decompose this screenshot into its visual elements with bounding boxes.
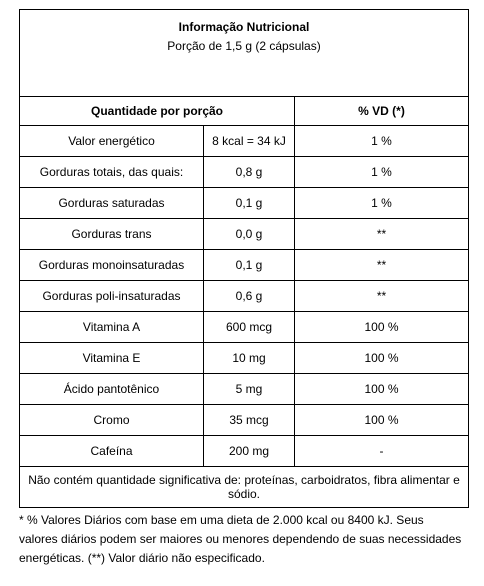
nutrient-vd: 1 % [295,188,469,219]
panel-title: Informação Nutricional [178,20,310,34]
nutrient-label: Gorduras trans [20,219,204,250]
table-row [20,405,469,436]
table-row [20,436,469,467]
nutrient-amount: 5 mg [204,374,295,405]
table-row [20,126,469,157]
table-row [20,374,469,405]
quantity-column-header: Quantidade por porção [20,97,295,126]
nutrient-vd: - [295,436,469,467]
table-row [20,312,469,343]
nutrient-amount: 0,0 g [204,219,295,250]
nutrient-amount: 200 mg [204,436,295,467]
table-row [20,281,469,312]
nutrient-vd: 100 % [295,343,469,374]
nutrient-label: Gorduras totais, das quais: [20,157,204,188]
nutrient-vd: ** [295,250,469,281]
vd-column-header: % VD (*) [295,97,469,126]
nutrient-amount: 10 mg [204,343,295,374]
nutrition-table [19,9,469,508]
nutrient-vd: ** [295,219,469,250]
nutrient-label: Cromo [20,405,204,436]
nutrient-vd: 1 % [295,126,469,157]
nutrient-vd: 1 % [295,157,469,188]
nutrient-label: Gorduras saturadas [20,188,204,219]
nutrient-label: Gorduras monoinsaturadas [20,250,204,281]
nutrient-label: Valor energético [20,126,204,157]
table-row [20,250,469,281]
table-row [20,219,469,250]
nutrient-amount: 600 mcg [204,312,295,343]
serving-size: Porção de 1,5 g (2 cápsulas) [167,39,321,53]
nutrient-vd: ** [295,281,469,312]
nutrient-vd: 100 % [295,405,469,436]
daily-value-footnote: * % Valores Diários com base em uma dieta de 2.000 kcal ou 8400 kJ. Seus valores diários podem ser maiores ou menores dependendo de suas necessidades energéticas. (**) Valor diário não especificado. [19,513,462,565]
table-footer-note: Não contém quantidade significativa de: proteínas, carboidratos, fibra alimentar e sódio. [20,467,469,508]
nutrient-amount: 0,6 g [204,281,295,312]
nutrient-amount: 0,8 g [204,157,295,188]
table-row [20,188,469,219]
nutrient-label: Vitamina E [20,343,204,374]
nutrient-label: Vitamina A [20,312,204,343]
nutrient-label: Cafeína [20,436,204,467]
nutrient-vd: 100 % [295,312,469,343]
nutrient-amount: 0,1 g [204,188,295,219]
table-row [20,157,469,188]
table-header [20,10,469,97]
table-row [20,343,469,374]
nutrient-amount: 0,1 g [204,250,295,281]
nutrient-vd: 100 % [295,374,469,405]
nutrient-label: Ácido pantotênico [20,374,204,405]
nutrient-amount: 35 mcg [204,405,295,436]
nutrition-facts-panel [19,9,468,508]
nutrient-amount: 8 kcal = 34 kJ [204,126,295,157]
nutrient-label: Gorduras poli-insaturadas [20,281,204,312]
